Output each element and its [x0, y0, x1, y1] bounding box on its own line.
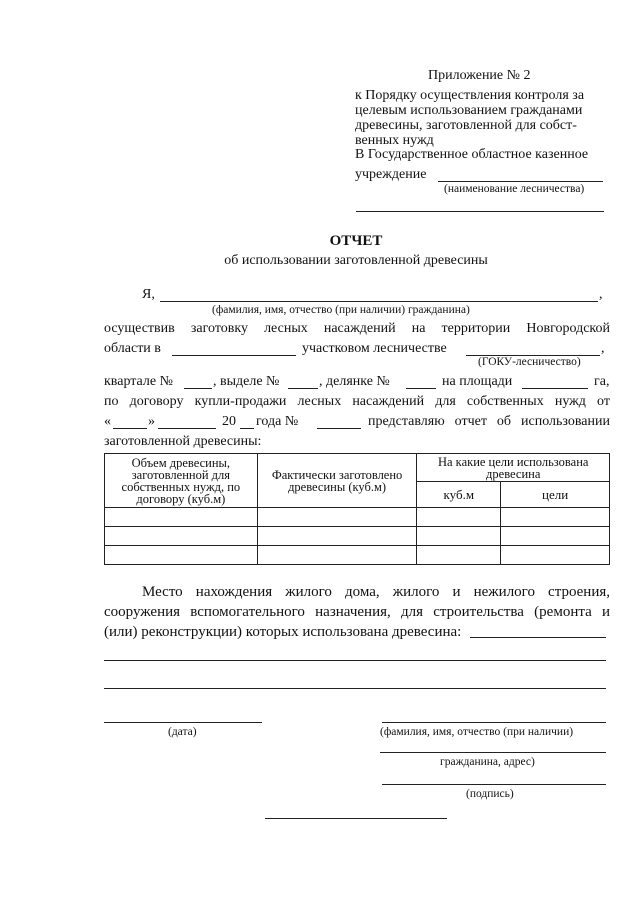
- contract-line: по договору купли-продажи лесных насаждений для собственных нужд от: [104, 394, 610, 409]
- table-cell[interactable]: [501, 527, 610, 546]
- bottom-field[interactable]: [265, 818, 447, 819]
- date-caption: (дата): [168, 726, 197, 738]
- contract-number-field[interactable]: [317, 428, 361, 429]
- name-caption: (фамилия, имя, отчество (при наличии) гражданина): [212, 304, 470, 316]
- quote-open: «: [104, 414, 111, 429]
- kvartal-label: кварталe №: [104, 374, 173, 389]
- location-line-1: Место нахождения жилого дома, жилого и нежилого строения,: [142, 584, 610, 600]
- appendix-line: древесины, заготовленной для собст-: [355, 118, 577, 133]
- location-field[interactable]: [470, 637, 606, 638]
- signature-caption: (подпись): [466, 788, 514, 800]
- area-field[interactable]: [522, 388, 588, 389]
- ha-label: га,: [594, 374, 610, 389]
- district-forestry-label: участковом лесничестве: [302, 341, 447, 356]
- harvest-line: осуществив заготовку лесных насаждений на территории Новгородской: [104, 321, 610, 336]
- table-cell[interactable]: [417, 527, 501, 546]
- full-name-field[interactable]: [160, 301, 598, 302]
- location-line-2: сооружения вспомогательного назначения, для строительства (ремонта и: [104, 604, 610, 620]
- location-line-3: (или) реконструкции) которых использована древесина:: [104, 624, 462, 640]
- address-field[interactable]: [380, 752, 606, 753]
- quote-close: »: [148, 414, 155, 429]
- table-cell[interactable]: [257, 508, 417, 527]
- goku-caption: (ГОКУ-лесничество): [478, 356, 581, 368]
- year-prefix: 20: [222, 414, 236, 429]
- table-cell[interactable]: [105, 527, 258, 546]
- fio-caption: (фамилия, имя, отчество (при наличии): [380, 726, 574, 738]
- institution-field[interactable]: [438, 181, 603, 182]
- delyanka-field[interactable]: [406, 388, 436, 389]
- header-cubic-meters: куб.м: [417, 482, 501, 508]
- area-label: на площади: [442, 374, 513, 389]
- header-goals: цели: [501, 482, 610, 508]
- table-cell[interactable]: [105, 508, 258, 527]
- table-cell[interactable]: [257, 527, 417, 546]
- wood-used-label: заготовленной древесины:: [104, 434, 262, 449]
- table-cell[interactable]: [417, 546, 501, 565]
- header-actual-volume: Фактически заготовлено древесины (куб.м): [257, 454, 417, 508]
- year-word: года №: [256, 414, 299, 429]
- institution-field-2[interactable]: [356, 211, 604, 212]
- vydel-field[interactable]: [288, 388, 318, 389]
- kvartal-field[interactable]: [184, 388, 212, 389]
- report-text: представляю отчет об использовании: [368, 414, 610, 429]
- year-field[interactable]: [240, 428, 254, 429]
- address-caption: гражданина, адрес): [440, 756, 535, 768]
- appendix-line: целевым использованием гражданами: [355, 103, 583, 118]
- addressee-text: В Государственное областное казенное: [355, 147, 589, 162]
- location-field-2[interactable]: [104, 660, 606, 661]
- header-purpose: На какие цели использована древесина: [417, 454, 610, 482]
- fio-field[interactable]: [382, 722, 606, 723]
- table-cell[interactable]: [501, 546, 610, 565]
- table-cell[interactable]: [257, 546, 417, 565]
- date-field[interactable]: [104, 722, 262, 723]
- report-table: [104, 453, 610, 565]
- comma: ,: [601, 341, 605, 356]
- appendix-line: к Порядку осуществления контроля за: [355, 88, 585, 103]
- comma: ,: [599, 287, 603, 302]
- appendix-number: Приложение № 2: [428, 68, 531, 83]
- header-contract-volume: Объем древесины, заготовленной для собственных нужд, по договору (куб.м): [105, 454, 258, 508]
- table-row: [105, 546, 610, 565]
- table-cell[interactable]: [501, 508, 610, 527]
- vydel-label: , выделе №: [213, 374, 280, 389]
- delyanka-label: , делянке №: [319, 374, 390, 389]
- institution-label: учреждение: [355, 167, 427, 182]
- table-row: [105, 527, 610, 546]
- day-field[interactable]: [113, 428, 147, 429]
- signature-field[interactable]: [382, 784, 606, 785]
- report-title: ОТЧЕТ: [329, 233, 383, 249]
- month-field[interactable]: [158, 428, 216, 429]
- i-label: Я,: [142, 287, 155, 302]
- table-cell[interactable]: [417, 508, 501, 527]
- region-prefix: области в: [104, 341, 161, 356]
- location-field-3[interactable]: [104, 688, 606, 689]
- district-field[interactable]: [172, 355, 296, 356]
- table-row: [105, 508, 610, 527]
- appendix-description: [355, 88, 584, 148]
- institution-caption: (наименование лесничества): [444, 183, 585, 195]
- table-cell[interactable]: [105, 546, 258, 565]
- appendix-line: венных нужд: [355, 133, 434, 148]
- report-subtitle: об использовании заготовленной древесины: [224, 253, 488, 268]
